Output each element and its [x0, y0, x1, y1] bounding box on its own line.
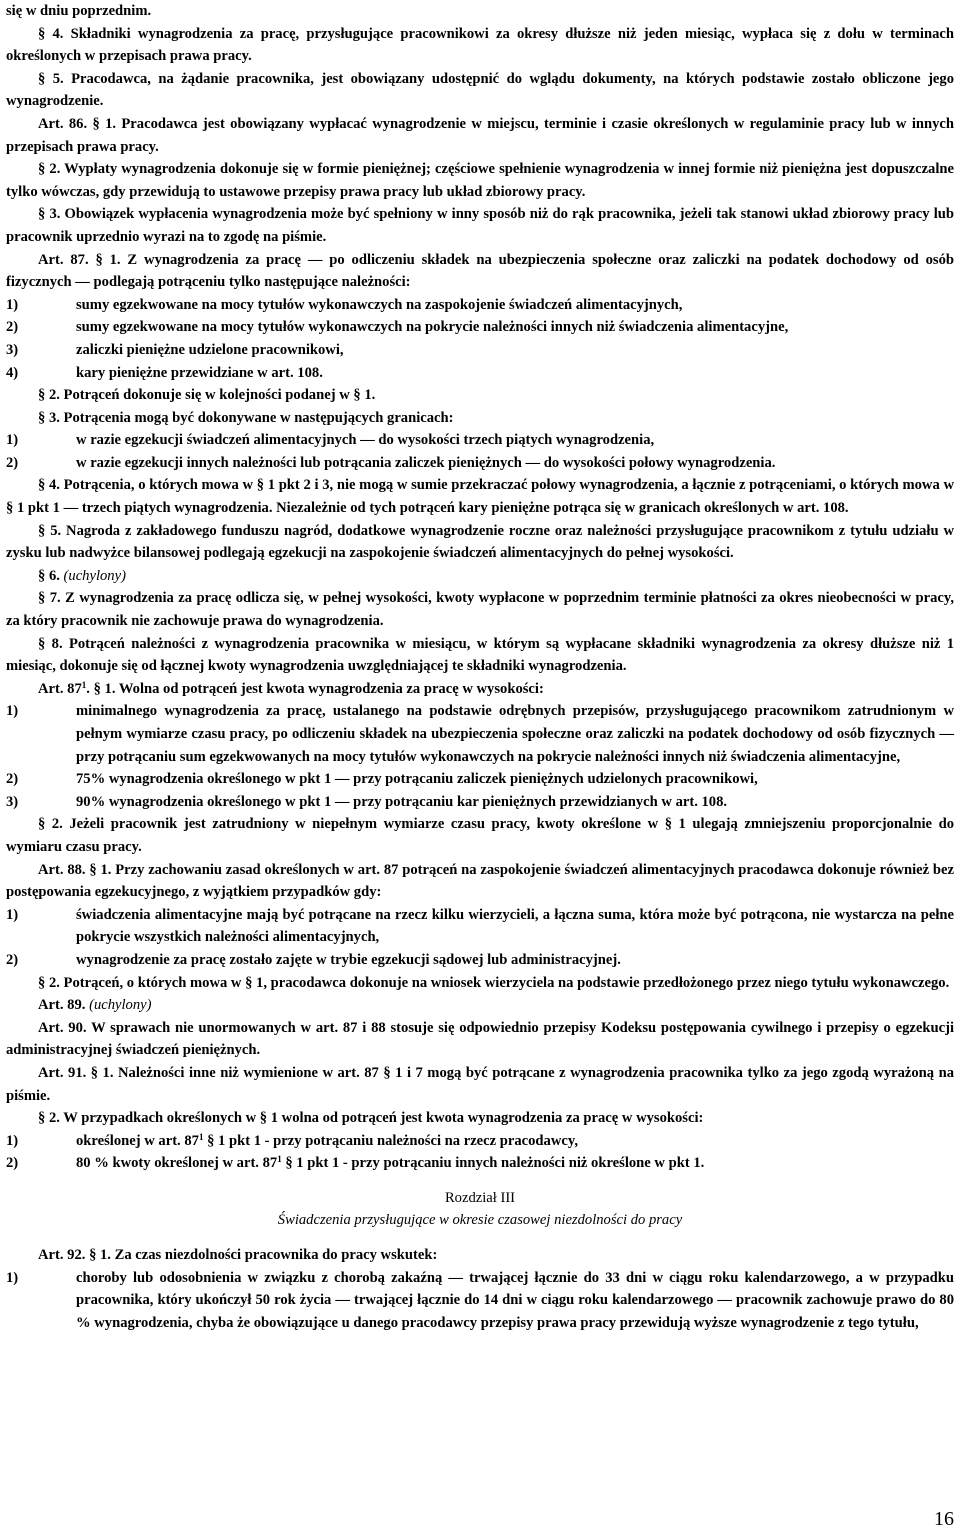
- list-item: [6, 904, 954, 949]
- list-number: 3): [6, 341, 19, 358]
- list-number: 2): [6, 951, 19, 968]
- list-item: [6, 768, 954, 791]
- repealed-note: (uchylony): [89, 997, 152, 1014]
- paragraph: [6, 384, 954, 407]
- paragraph-text: § 6.: [38, 567, 60, 584]
- paragraph: [6, 249, 954, 294]
- list-item: [6, 316, 954, 339]
- paragraph: [6, 1107, 954, 1130]
- spacer: [6, 1175, 954, 1187]
- paragraph-text: § 3. Obowiązek wypłacenia wynagrodzenia może być spełniony w inny sposób niż do rąk pracownika, jeżeli tak stanowi układ zbiorowy pracy lub pracownik uprzednio wyrazi na to zgodę na piśmie.: [6, 206, 954, 245]
- paragraph: [6, 633, 954, 678]
- list-number: 2): [6, 454, 19, 471]
- text-prefix: Art. 87: [38, 680, 82, 697]
- paragraph-text: Art. 91. § 1. Należności inne niż wymienione w art. 87 § 1 i 7 mogą być potrącane z wynagrodzenia pracownika tylko za jego zgodą wyrażoną na piśmie.: [6, 1064, 954, 1104]
- paragraph-text: w razie egzekucji świadczeń alimentacyjnych — do wysokości trzech piątych wynagrodzenia,: [76, 432, 655, 449]
- paragraph: [6, 203, 954, 248]
- list-number: 2): [6, 1155, 19, 1172]
- paragraph-text: § 8. Potrąceń należności z wynagrodzenia pracownika w miesiącu, w którym są wypłacane składniki wynagrodzenia za okresy dłuższe niż 1 miesiąc, dokonuje się od łącznej kwoty wynagrodzenia uwzględniającej te składniki wynagrodzenia.: [6, 635, 954, 675]
- list-item: [6, 1152, 954, 1175]
- paragraph: [6, 23, 954, 68]
- paragraph-text: Art. 86. § 1. Pracodawca jest obowiązany wypłacać wynagrodzenie w miejscu, terminie i czasie określonych w regulaminie pracy lub w innych przepisach prawa pracy.: [6, 115, 954, 155]
- text-prefix: 80 % kwoty określonej w art. 87: [76, 1155, 278, 1172]
- articles-86-91: [6, 0, 954, 1175]
- paragraph: [6, 1017, 954, 1062]
- paragraph: [6, 474, 954, 519]
- repealed-note: (uchylony): [63, 567, 126, 584]
- paragraph-text: § 5. Pracodawca, na żądanie pracownika, jest obowiązany udostępnić do wglądu dokumenty, na których podstawie zostało obliczone jego wynagrodzenie.: [6, 70, 954, 110]
- paragraph: [6, 158, 954, 203]
- paragraph-text: sumy egzekwowane na mocy tytułów wykonawczych na pokrycie należności innych niż świadczenia alimentacyjne,: [76, 319, 789, 336]
- paragraph: [6, 1062, 954, 1107]
- paragraph-text: Art. 87. § 1. Z wynagrodzenia za pracę — po odliczeniu składek na ubezpieczenia społeczne oraz zaliczki na podatek dochodowy od osób fizycznych — podlegają potrąceniu tylko następujące należności:: [6, 251, 954, 291]
- paragraph-text: § 2. Jeżeli pracownik jest zatrudniony w niepełnym wymiarze czasu pracy, kwoty określone w § 1 ulegają zmniejszeniu proporcjonalnie do wymiaru czasu pracy.: [6, 816, 954, 855]
- paragraph-text: choroby lub odosobnienia w związku z chorobą zakaźną — trwającej łącznie do 33 dni w ciągu roku kalendarzowego, a w przypadku pracownika, który ukończył 50 rok życia — trwającej łącznie do 14 dni w ciągu roku kalendarzowego — pracownik zachowuje prawo do 80 % wynagrodzenia, chyba że obowiązujące u danego pracodawcy przepisy prawa pracy przewidują wyższe wynagrodzenie z tego tytułu,: [76, 1269, 954, 1331]
- page-number: 16: [934, 1508, 954, 1530]
- chapter-title: Świadczenia przysługujące w okresie czasowej niezdolności do pracy: [277, 1212, 683, 1229]
- list-number: 2): [6, 771, 19, 788]
- paragraph-text: § 2. Potrąceń dokonuje się w kolejności podanej w § 1.: [38, 387, 376, 404]
- paragraph-text: Art. 88. § 1. Przy zachowaniu zasad określonych w art. 87 potrąceń na zaspokojenie świadczeń alimentacyjnych pracodawca dokonuje również bez postępowania egzekucyjnego, z wyjątkiem przypadków gdy:: [6, 861, 954, 901]
- list-number: 1): [6, 1132, 19, 1149]
- list-item: [6, 339, 954, 362]
- spacer: [6, 1232, 954, 1244]
- list-item: [6, 1130, 954, 1153]
- paragraph: [6, 113, 954, 158]
- list-item: [6, 1267, 954, 1335]
- paragraph-text: § 2. Wypłaty wynagrodzenia dokonuje się w formie pieniężnej; częściowe spełnienie wynagrodzenia w innej formie niż pieniężna jest dopuszczalne tylko wówczas, gdy przewidują to ustawowe przepisy prawa pracy lub układ zbiorowy pracy.: [6, 161, 954, 200]
- list-item: [6, 791, 954, 814]
- list-number: 4): [6, 364, 19, 381]
- list-item: [6, 294, 954, 317]
- paragraph-text: § 1 pkt 1 - przy potrącaniu należności na rzecz pracodawcy,: [203, 1132, 578, 1149]
- list-number: 3): [6, 793, 19, 810]
- paragraph-text: § 2. Potrąceń, o których mowa w § 1, pracodawca dokonuje na wniosek wierzyciela na podstawie przedłożonego przez niego tytułu wykonawczego.: [38, 974, 950, 991]
- list-item: [6, 949, 954, 972]
- paragraph-text: § 3. Potrącenia mogą być dokonywane w następujących granicach:: [38, 409, 454, 426]
- paragraph: [6, 1244, 954, 1267]
- paragraph: [6, 520, 954, 565]
- list-item: [6, 452, 954, 475]
- chapter-number: Rozdział III: [444, 1189, 516, 1206]
- list-number: 1): [6, 296, 19, 313]
- paragraph: [6, 0, 954, 23]
- paragraph-text: . § 1. Wolna od potrąceń jest kwota wynagrodzenia za pracę w wysokości:: [86, 680, 544, 697]
- paragraph: [6, 678, 954, 701]
- paragraph-text: sumy egzekwowane na mocy tytułów wykonawczych na zaspokojenie świadczeń alimentacyjnych,: [76, 296, 683, 313]
- paragraph-text: Art. 89.: [38, 997, 86, 1014]
- paragraph: [6, 813, 954, 858]
- paragraph-text: § 5. Nagroda z zakładowego funduszu nagród, dodatkowe wynagrodzenie roczne oraz należności przysługujące pracownikom z tytułu udziału w zysku lub nadwyżce bilansowej podlegają egzekucji na zaspokojenie świadczeń alimentacyjnych do pełnej wysokości.: [6, 522, 954, 562]
- paragraph-text: minimalnego wynagrodzenia za pracę, ustalanego na podstawie odrębnych przepisów, przysługującego pracownikom zatrudnionym w pełnym wymiarze czasu pracy, po odliczeniu składek na ubezpieczenia społeczne oraz zaliczki na podatek dochodowy od osób fizycznych — przy potrącaniu sum egzekwowanych na mocy tytułów wykonawczych na pokrycie należności innych niż świadczenia alimentacyjne,: [76, 703, 954, 765]
- paragraph-text: § 2. W przypadkach określonych w § 1 wolna od potrąceń jest kwota wynagrodzenia za pracę w wysokości:: [38, 1110, 704, 1127]
- paragraph: [6, 565, 954, 588]
- list-item: [6, 362, 954, 385]
- paragraph: [6, 407, 954, 430]
- superscript: 1: [81, 679, 87, 690]
- list-number: 1): [6, 703, 19, 720]
- superscript: 1: [198, 1131, 204, 1142]
- paragraph-text: § 1 pkt 1 - przy potrącaniu innych należności niż określone w pkt 1.: [281, 1155, 705, 1172]
- paragraph-text: wynagrodzenie za pracę zostało zajęte w trybie egzekucji sądowej lub administracyjnej.: [76, 951, 621, 968]
- paragraph: [6, 68, 954, 113]
- paragraph: [6, 994, 954, 1017]
- paragraph-text: Art. 92. § 1. Za czas niezdolności pracownika do pracy wskutek:: [38, 1247, 438, 1264]
- paragraph: [6, 859, 954, 904]
- paragraph-text: 75% wynagrodzenia określonego w pkt 1 — przy potrącaniu zaliczek pieniężnych udzielonych pracownikowi,: [76, 771, 758, 788]
- paragraph: [6, 972, 954, 995]
- article-92: [6, 1244, 954, 1334]
- superscript: 1: [277, 1154, 282, 1165]
- paragraph-text: 90% wynagrodzenia określonego w pkt 1 — przy potrącaniu kar pieniężnych przewidzianych w art. 108.: [76, 793, 728, 810]
- list-number: 2): [6, 319, 19, 336]
- paragraph-text: § 4. Składniki wynagrodzenia za pracę, przysługujące pracownikowi za okresy dłuższe niż jeden miesiąc, wypłaca się z dołu w terminach określonych w przepisach prawa pracy.: [6, 25, 954, 65]
- paragraph-text: świadczenia alimentacyjne mają być potrącane na rzecz kilku wierzycieli, a łączna suma, która może być potrącona, nie wystarcza na pełne pokrycie wszystkich należności alimentacyjnych,: [76, 906, 954, 946]
- paragraph-text: Art. 90. W sprawach nie unormowanych w art. 87 i 88 stosuje się odpowiednio przepisy Kodeksu postępowania cywilnego i przepisy o egzekucji administracyjnej świadczeń pieniężnych.: [6, 1019, 954, 1059]
- paragraph-text: w razie egzekucji innych należności lub potrącania zaliczek pieniężnych — do wysokości połowy wynagrodzenia.: [76, 454, 776, 471]
- paragraph-text: § 4. Potrącenia, o których mowa w § 1 pkt 2 i 3, nie mogą w sumie przekraczać połowy wynagrodzenia, a łącznie z potrąceniami, o których mowa w § 1 pkt 1 — trzech piątych wynagrodzenia. Niezależnie od tych potrąceń kary pieniężne potrąca się w granicach określonych w art. 108.: [6, 477, 954, 517]
- paragraph-text: § 7. Z wynagrodzenia za pracę odlicza się, w pełnej wysokości, kwoty wypłacone w poprzednim terminie płatności za okres nieobecności w pracy, za który pracownik nie zachowuje prawa do wynagrodzenia.: [6, 590, 954, 630]
- list-number: 1): [6, 906, 19, 923]
- paragraph: [6, 587, 954, 632]
- document-body: [6, 0, 954, 1334]
- list-number: 1): [6, 432, 19, 449]
- paragraph-text: kary pieniężne przewidziane w art. 108.: [76, 364, 323, 381]
- paragraph-text: zaliczki pieniężne udzielone pracownikowi,: [76, 341, 344, 358]
- list-number: 1): [6, 1269, 19, 1286]
- text-prefix: określonej w art. 87: [76, 1132, 199, 1149]
- paragraph-text: się w dniu poprzednim.: [6, 3, 152, 19]
- list-item: [6, 429, 954, 452]
- list-item: [6, 700, 954, 768]
